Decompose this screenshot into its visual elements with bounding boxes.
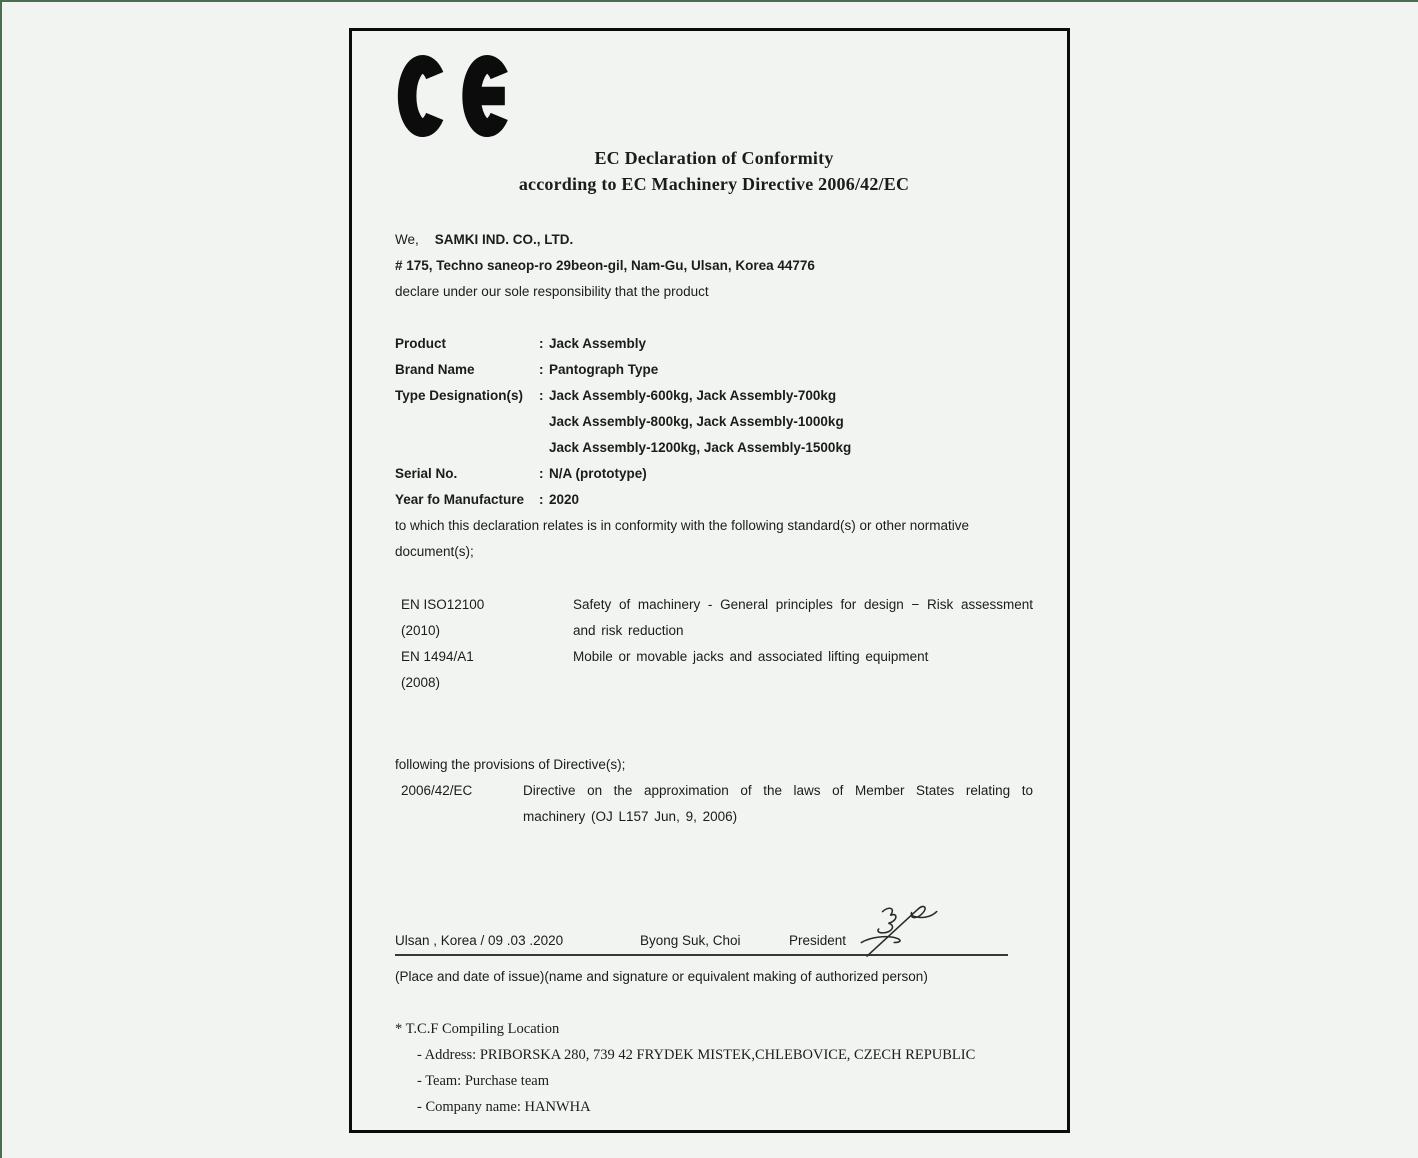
place-and-date: Ulsan , Korea / 09 .03 .2020 (395, 933, 564, 948)
title-line-2: according to EC Machinery Directive 2006/42/EC (518, 174, 910, 194)
type-designation-row (395, 383, 1033, 409)
type-designation-value: Jack Assembly-600kg, Jack Assembly-700kg (549, 388, 837, 403)
company-address: # 175, Techno saneop-ro 29beon-gil, Nam-Gu, Ulsan, Korea 44776 (395, 258, 815, 273)
type-designation-colon: : (539, 388, 544, 403)
ce-mark-icon (395, 53, 515, 139)
type-designation-label: Type Designation(s) (395, 388, 524, 403)
signatory-title: President (789, 933, 847, 948)
tcf-section (395, 1016, 1033, 1120)
signatory-name: Byong Suk, Choi (640, 933, 741, 948)
declarant-company-line (395, 227, 1033, 253)
product-label: Product (395, 336, 447, 351)
year-of-manufacture-label: Year fo Manufacture (395, 492, 525, 507)
standard-code (395, 644, 573, 696)
product-row (395, 331, 1033, 357)
conformity-statement: to which this declaration relates is in conformity with the following standard(s) or other normative document(s); (395, 518, 970, 559)
company-name: SAMKI IND. CO., LTD. (434, 232, 574, 247)
directive-row (395, 778, 1033, 830)
standards-section (395, 592, 1033, 696)
title-line-1: EC Declaration of Conformity (594, 148, 834, 168)
year-of-manufacture-colon: : (539, 492, 544, 507)
serial-no-value: N/A (prototype) (549, 466, 647, 481)
year-of-manufacture-row (395, 487, 1033, 513)
year-of-manufacture-value: 2020 (549, 492, 580, 507)
brand-name-label: Brand Name (395, 362, 475, 377)
standard-code-year: (2008) (401, 675, 441, 690)
standard-row-en-1494 (395, 644, 1033, 696)
serial-no-colon: : (539, 466, 544, 481)
signature-line (395, 928, 1008, 956)
directive-section (395, 752, 1033, 830)
tcf-company-name: - Company name: HANWHA (417, 1099, 591, 1115)
serial-no-row (395, 461, 1033, 487)
standard-row-en-iso12100 (395, 592, 1033, 644)
directive-code: 2006/42/EC (401, 783, 473, 798)
tcf-team: - Team: Purchase team (417, 1073, 549, 1089)
type-designation-continuation-1: Jack Assembly-800kg, Jack Assembly-1000kg (549, 414, 844, 429)
signature-icon (853, 900, 945, 958)
brand-name-value: Pantograph Type (549, 362, 659, 377)
standard-description: Safety of machinery - General principles for design − Risk assessment and risk reduction (573, 597, 1033, 638)
tcf-address: - Address: PRIBORSKA 280, 739 42 FRYDEK MISTEK,CHLEBOVICE, CZECH REPUBLIC (417, 1047, 976, 1063)
serial-no-label: Serial No. (395, 466, 458, 481)
standard-code-name: EN 1494/A1 (401, 649, 474, 664)
standard-code-name: EN ISO12100 (401, 597, 485, 612)
signature-section (395, 928, 1033, 990)
product-details-section (395, 331, 1033, 513)
standard-code (395, 592, 573, 644)
product-value: Jack Assembly (549, 336, 647, 351)
signature-note: (Place and date of issue)(name and signature or equivalent making of authorized person) (395, 969, 928, 984)
certificate-document (349, 28, 1070, 1133)
tcf-heading: * T.C.F Compiling Location (395, 1021, 560, 1037)
type-designation-continuation-2: Jack Assembly-1200kg, Jack Assembly-1500kg (549, 440, 852, 455)
document-title (395, 145, 1033, 197)
declarant-section (395, 227, 1033, 305)
brand-name-colon: : (539, 362, 544, 377)
declaration-statement: declare under our sole responsibility that the product (395, 284, 709, 299)
standard-code-year: (2010) (401, 623, 441, 638)
standard-description: Mobile or movable jacks and associated lifting equipment (573, 649, 929, 664)
brand-name-row (395, 357, 1033, 383)
product-colon: : (539, 336, 544, 351)
we-label: We, (395, 232, 419, 247)
directive-description: Directive on the approximation of the laws of Member States relating to machinery (OJ L157 Jun, 9, 2006) (523, 783, 1033, 824)
directive-intro: following the provisions of Directive(s); (395, 757, 626, 772)
